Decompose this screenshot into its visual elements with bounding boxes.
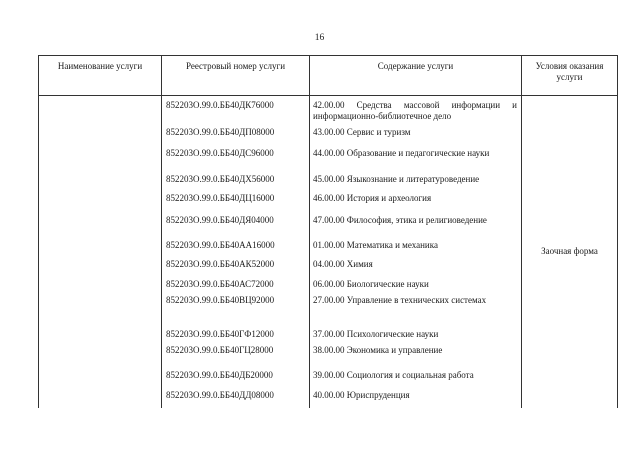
registry-number-cell: 852203О.99.0.ББ40ДД08000 (162, 386, 310, 408)
registry-number-cell: 852203О.99.0.ББ40ДП08000 (162, 123, 310, 144)
table-row (39, 96, 618, 123)
page-number: 16 (314, 33, 325, 43)
service-name-cell (39, 96, 162, 408)
service-content-cell: 06.00.00 Биологические науки (310, 275, 522, 291)
service-conditions-cell: Заочная форма (522, 96, 618, 408)
registry-number-cell: 852203О.99.0.ББ40АК52000 (162, 255, 310, 275)
service-content-cell: 37.00.00 Психологические науки (310, 325, 522, 341)
service-content-cell: 39.00.00 Социология и социальная работа (310, 366, 522, 386)
service-content-cell: 43.00.00 Сервис и туризм (310, 123, 522, 144)
table-header-row (39, 56, 618, 96)
registry-number-cell: 852203О.99.0.ББ40АА16000 (162, 236, 310, 255)
registry-number-cell: 852203О.99.0.ББ40ВЦ92000 (162, 291, 310, 325)
registry-number-cell: 852203О.99.0.ББ40ДК76000 (162, 96, 310, 123)
service-content-cell: 04.00.00 Химия (310, 255, 522, 275)
header-registry-number: Реестровый номер услуги (162, 56, 310, 96)
service-content-cell: 47.00.00 Философия, этика и религиоведение (310, 211, 522, 236)
service-content-cell: 45.00.00 Языкознание и литературоведение (310, 170, 522, 189)
registry-number-cell: 852203О.99.0.ББ40ГФ12000 (162, 325, 310, 341)
header-service-name: Наименование услуги (39, 56, 162, 96)
service-content-cell: 27.00.00 Управление в технических системах (310, 291, 522, 325)
registry-number-cell: 852203О.99.0.ББ40ДБ20000 (162, 366, 310, 386)
header-service-conditions: Условия оказания услуги (522, 56, 618, 96)
services-table (38, 55, 618, 408)
registry-number-cell: 852203О.99.0.ББ40ГЦ28000 (162, 341, 310, 366)
registry-number-cell: 852203О.99.0.ББ40ДХ56000 (162, 170, 310, 189)
service-content-cell: 38.00.00 Экономика и управление (310, 341, 522, 366)
registry-number-cell: 852203О.99.0.ББ40ДЯ04000 (162, 211, 310, 236)
service-content-cell: 46.00.00 История и археология (310, 189, 522, 211)
service-content-cell: 44.00.00 Образование и педагогические науки (310, 144, 522, 170)
registry-number-cell: 852203О.99.0.ББ40ДЦ16000 (162, 189, 310, 211)
registry-number-cell: 852203О.99.0.ББ40ДС96000 (162, 144, 310, 170)
service-content-cell: 40.00.00 Юриспруденция (310, 386, 522, 408)
service-content-cell: 01.00.00 Математика и механика (310, 236, 522, 255)
header-service-content: Содержание услуги (310, 56, 522, 96)
registry-number-cell: 852203О.99.0.ББ40АС72000 (162, 275, 310, 291)
service-content-cell: 42.00.00 Средства массовой информации и информационно-библиотечное дело (310, 96, 522, 123)
